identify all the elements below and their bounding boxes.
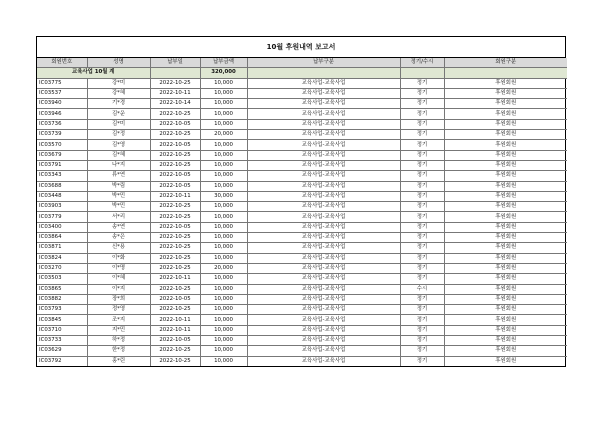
pay-type-cell: 정기: [400, 305, 444, 315]
pay-amount-cell: 10,000: [200, 315, 247, 325]
member-type-cell: 후원회원: [444, 305, 567, 315]
member-type-cell: 후원회원: [444, 253, 567, 263]
subtotal-amount: 320,000: [200, 68, 247, 78]
table-row: [37, 130, 567, 140]
member-type-cell: 후원회원: [444, 284, 567, 294]
member-type-cell: 후원회원: [444, 274, 567, 284]
table-row: [37, 356, 567, 366]
member-id-cell: IC03629: [37, 346, 87, 356]
pay-category-cell: 교육사업-교육사업: [247, 119, 400, 129]
member-id-cell: IC03775: [37, 78, 87, 88]
member-id-cell: IC03903: [37, 202, 87, 212]
table-row: [37, 294, 567, 304]
table-row: [37, 315, 567, 325]
pay-date-cell: 2022-10-11: [150, 274, 200, 284]
member-id-cell: IC03537: [37, 88, 87, 98]
pay-category-cell: 교육사업-교육사업: [247, 274, 400, 284]
member-id-cell: IC03824: [37, 253, 87, 263]
member-id-cell: IC03270: [37, 263, 87, 273]
pay-type-cell: 정기: [400, 294, 444, 304]
pay-type-cell: 정기: [400, 88, 444, 98]
pay-type-cell: 정기: [400, 233, 444, 243]
table-row: [37, 346, 567, 356]
member-id-cell: IC03791: [37, 160, 87, 170]
pay-amount-cell: 10,000: [200, 109, 247, 119]
pay-amount-cell: 10,000: [200, 140, 247, 150]
pay-amount-cell: 10,000: [200, 78, 247, 88]
member-type-cell: 후원회원: [444, 171, 567, 181]
col-member-type: 회원구분: [444, 58, 567, 68]
pay-type-cell: 정기: [400, 99, 444, 109]
member-id-cell: IC03400: [37, 222, 87, 232]
member-id-cell: IC03570: [37, 140, 87, 150]
pay-amount-cell: 10,000: [200, 325, 247, 335]
pay-category-cell: 교육사업-교육사업: [247, 294, 400, 304]
pay-date-cell: 2022-10-25: [150, 78, 200, 88]
member-name-cell: 이*명: [87, 263, 150, 273]
table-row: [37, 78, 567, 88]
member-id-cell: IC03845: [37, 315, 87, 325]
pay-date-cell: 2022-10-05: [150, 119, 200, 129]
member-id-cell: IC03871: [37, 243, 87, 253]
pay-type-cell: 정기: [400, 160, 444, 170]
table-row: [37, 150, 567, 160]
table-row: [37, 305, 567, 315]
member-name-cell: 기*경: [87, 99, 150, 109]
pay-type-cell: 정기: [400, 109, 444, 119]
member-type-cell: 후원회원: [444, 109, 567, 119]
pay-date-cell: 2022-10-25: [150, 284, 200, 294]
pay-date-cell: 2022-10-05: [150, 294, 200, 304]
pay-type-cell: 정기: [400, 78, 444, 88]
pay-category-cell: 교육사업-교육사업: [247, 130, 400, 140]
member-type-cell: 후원회원: [444, 140, 567, 150]
table-row: [37, 119, 567, 129]
pay-date-cell: 2022-10-25: [150, 150, 200, 160]
pay-date-cell: 2022-10-11: [150, 325, 200, 335]
member-name-cell: 하*정: [87, 336, 150, 346]
pay-type-cell: 정기: [400, 315, 444, 325]
table-row: [37, 171, 567, 181]
pay-amount-cell: 10,000: [200, 305, 247, 315]
table-row: [37, 325, 567, 335]
pay-type-cell: 정기: [400, 325, 444, 335]
pay-amount-cell: 10,000: [200, 233, 247, 243]
pay-amount-cell: 10,000: [200, 336, 247, 346]
pay-category-cell: 교육사업-교육사업: [247, 233, 400, 243]
member-name-cell: 김*운: [87, 109, 150, 119]
table-row: [37, 243, 567, 253]
table-row: [37, 233, 567, 243]
pay-type-cell: 정기: [400, 222, 444, 232]
pay-date-cell: 2022-10-25: [150, 109, 200, 119]
col-member-id: 회원번호: [37, 58, 87, 68]
subtotal-row: [37, 68, 567, 78]
table-row: [37, 191, 567, 201]
member-type-cell: 후원회원: [444, 346, 567, 356]
pay-date-cell: 2022-10-25: [150, 160, 200, 170]
member-id-cell: IC03503: [37, 274, 87, 284]
table-row: [37, 274, 567, 284]
pay-date-cell: 2022-10-05: [150, 140, 200, 150]
pay-date-cell: 2022-10-25: [150, 243, 200, 253]
member-name-cell: 정*영: [87, 305, 150, 315]
pay-type-cell: 정기: [400, 191, 444, 201]
pay-category-cell: 교육사업-교육사업: [247, 78, 400, 88]
pay-type-cell: 정기: [400, 274, 444, 284]
pay-date-cell: 2022-10-25: [150, 356, 200, 366]
pay-type-cell: 정기: [400, 336, 444, 346]
pay-type-cell: 정기: [400, 119, 444, 129]
member-id-cell: IC03940: [37, 99, 87, 109]
pay-date-cell: 2022-10-25: [150, 130, 200, 140]
table-row: [37, 212, 567, 222]
table-row: [37, 222, 567, 232]
pay-amount-cell: 20,000: [200, 263, 247, 273]
pay-type-cell: 정기: [400, 346, 444, 356]
col-date: 납부일: [150, 58, 200, 68]
pay-amount-cell: 30,000: [200, 191, 247, 201]
pay-category-cell: 교육사업-교육사업: [247, 253, 400, 263]
header-row: [37, 58, 567, 68]
member-type-cell: 후원회원: [444, 181, 567, 191]
member-type-cell: 후원회원: [444, 212, 567, 222]
member-type-cell: 후원회원: [444, 99, 567, 109]
col-category: 납부구분: [247, 58, 400, 68]
pay-category-cell: 교육사업-교육사업: [247, 160, 400, 170]
pay-date-cell: 2022-10-25: [150, 202, 200, 212]
pay-type-cell: 정기: [400, 130, 444, 140]
member-name-cell: 이*지: [87, 284, 150, 294]
pay-amount-cell: 10,000: [200, 202, 247, 212]
member-type-cell: 후원회원: [444, 233, 567, 243]
pay-date-cell: 2022-10-05: [150, 181, 200, 191]
pay-date-cell: 2022-10-25: [150, 253, 200, 263]
member-type-cell: 후원회원: [444, 191, 567, 201]
pay-amount-cell: 10,000: [200, 253, 247, 263]
member-type-cell: 후원회원: [444, 130, 567, 140]
table-row: [37, 181, 567, 191]
pay-category-cell: 교육사업-교육사업: [247, 99, 400, 109]
pay-category-cell: 교육사업-교육사업: [247, 191, 400, 201]
member-name-cell: 강*혜: [87, 88, 150, 98]
member-name-cell: 서*리: [87, 212, 150, 222]
member-id-cell: IC03736: [37, 119, 87, 129]
member-id-cell: IC03733: [37, 336, 87, 346]
member-type-cell: 후원회원: [444, 202, 567, 212]
pay-amount-cell: 10,000: [200, 243, 247, 253]
member-name-cell: 신*용: [87, 243, 150, 253]
pay-date-cell: 2022-10-05: [150, 171, 200, 181]
member-id-cell: IC03792: [37, 356, 87, 366]
member-type-cell: 후원회원: [444, 336, 567, 346]
member-id-cell: IC03739: [37, 130, 87, 140]
col-amount: 납부금액: [200, 58, 247, 68]
pay-date-cell: 2022-10-14: [150, 99, 200, 109]
member-name-cell: 박*림: [87, 181, 150, 191]
member-type-cell: 후원회원: [444, 243, 567, 253]
member-id-cell: IC03882: [37, 294, 87, 304]
pay-amount-cell: 10,000: [200, 284, 247, 294]
member-type-cell: 후원회원: [444, 222, 567, 232]
subtotal-label: 교육사업 10월 계: [37, 68, 150, 78]
member-id-cell: IC03343: [37, 171, 87, 181]
pay-type-cell: 정기: [400, 150, 444, 160]
member-type-cell: 후원회원: [444, 325, 567, 335]
table-row: [37, 160, 567, 170]
pay-category-cell: 교육사업-교육사업: [247, 336, 400, 346]
member-type-cell: 후원회원: [444, 78, 567, 88]
member-name-cell: 나*지: [87, 160, 150, 170]
member-id-cell: IC03679: [37, 150, 87, 160]
member-id-cell: IC03793: [37, 305, 87, 315]
pay-type-cell: 정기: [400, 253, 444, 263]
member-type-cell: 후원회원: [444, 88, 567, 98]
pay-amount-cell: 10,000: [200, 160, 247, 170]
pay-date-cell: 2022-10-25: [150, 305, 200, 315]
member-id-cell: IC03946: [37, 109, 87, 119]
pay-amount-cell: 10,000: [200, 212, 247, 222]
member-name-cell: 조*지: [87, 315, 150, 325]
pay-date-cell: 2022-10-25: [150, 263, 200, 273]
member-name-cell: 송*연: [87, 222, 150, 232]
pay-category-cell: 교육사업-교육사업: [247, 88, 400, 98]
pay-type-cell: 정기: [400, 356, 444, 366]
col-type: 정기/수시: [400, 58, 444, 68]
member-name-cell: 장*희: [87, 294, 150, 304]
pay-amount-cell: 10,000: [200, 294, 247, 304]
pay-type-cell: 정기: [400, 171, 444, 181]
pay-date-cell: 2022-10-25: [150, 346, 200, 356]
member-name-cell: 홍*린: [87, 356, 150, 366]
table-row: [37, 253, 567, 263]
member-type-cell: 후원회원: [444, 315, 567, 325]
pay-type-cell: 정기: [400, 263, 444, 273]
member-name-cell: 이*혜: [87, 274, 150, 284]
member-id-cell: IC03779: [37, 212, 87, 222]
member-id-cell: IC03710: [37, 325, 87, 335]
member-name-cell: 지*민: [87, 325, 150, 335]
table-row: [37, 263, 567, 273]
table-row: [37, 99, 567, 109]
pay-category-cell: 교육사업-교육사업: [247, 181, 400, 191]
member-name-cell: 김*영: [87, 140, 150, 150]
pay-category-cell: 교육사업-교육사업: [247, 305, 400, 315]
pay-category-cell: 교육사업-교육사업: [247, 212, 400, 222]
table-row: [37, 202, 567, 212]
member-name-cell: 이*화: [87, 253, 150, 263]
pay-amount-cell: 10,000: [200, 356, 247, 366]
pay-date-cell: 2022-10-25: [150, 233, 200, 243]
member-type-cell: 후원회원: [444, 119, 567, 129]
member-name-cell: 강*미: [87, 78, 150, 88]
pay-category-cell: 교육사업-교육사업: [247, 109, 400, 119]
pay-date-cell: 2022-10-25: [150, 212, 200, 222]
member-name-cell: 김*미: [87, 119, 150, 129]
pay-category-cell: 교육사업-교육사업: [247, 171, 400, 181]
pay-amount-cell: 10,000: [200, 171, 247, 181]
pay-category-cell: 교육사업-교육사업: [247, 243, 400, 253]
donation-table: [37, 58, 567, 366]
pay-amount-cell: 10,000: [200, 150, 247, 160]
pay-category-cell: 교육사업-교육사업: [247, 140, 400, 150]
member-type-cell: 후원회원: [444, 294, 567, 304]
table-row: [37, 336, 567, 346]
pay-amount-cell: 10,000: [200, 222, 247, 232]
pay-amount-cell: 10,000: [200, 346, 247, 356]
table-row: [37, 88, 567, 98]
member-name-cell: 박*민: [87, 202, 150, 212]
pay-type-cell: 정기: [400, 140, 444, 150]
pay-amount-cell: 10,000: [200, 181, 247, 191]
member-name-cell: 박*민: [87, 191, 150, 201]
member-name-cell: 한*정: [87, 346, 150, 356]
pay-amount-cell: 10,000: [200, 119, 247, 129]
pay-category-cell: 교육사업-교육사업: [247, 263, 400, 273]
pay-type-cell: 정기: [400, 202, 444, 212]
col-name: 성명: [87, 58, 150, 68]
pay-category-cell: 교육사업-교육사업: [247, 356, 400, 366]
pay-date-cell: 2022-10-05: [150, 336, 200, 346]
pay-category-cell: 교육사업-교육사업: [247, 315, 400, 325]
pay-date-cell: 2022-10-11: [150, 315, 200, 325]
member-id-cell: IC03865: [37, 284, 87, 294]
pay-category-cell: 교육사업-교육사업: [247, 284, 400, 294]
member-type-cell: 후원회원: [444, 150, 567, 160]
table-row: [37, 109, 567, 119]
pay-date-cell: 2022-10-11: [150, 88, 200, 98]
pay-category-cell: 교육사업-교육사업: [247, 150, 400, 160]
member-id-cell: IC03864: [37, 233, 87, 243]
pay-amount-cell: 10,000: [200, 99, 247, 109]
pay-amount-cell: 10,000: [200, 88, 247, 98]
pay-type-cell: 수시: [400, 284, 444, 294]
pay-date-cell: 2022-10-11: [150, 191, 200, 201]
table-row: [37, 284, 567, 294]
member-type-cell: 후원회원: [444, 160, 567, 170]
pay-category-cell: 교육사업-교육사업: [247, 202, 400, 212]
pay-category-cell: 교육사업-교육사업: [247, 325, 400, 335]
pay-amount-cell: 10,000: [200, 274, 247, 284]
pay-type-cell: 정기: [400, 181, 444, 191]
pay-type-cell: 정기: [400, 243, 444, 253]
member-id-cell: IC03688: [37, 181, 87, 191]
member-type-cell: 후원회원: [444, 356, 567, 366]
pay-category-cell: 교육사업-교육사업: [247, 346, 400, 356]
member-name-cell: 김*정: [87, 130, 150, 140]
table-row: [37, 140, 567, 150]
report-sheet: [36, 36, 566, 367]
member-name-cell: 김*혜: [87, 150, 150, 160]
member-name-cell: 류*연: [87, 171, 150, 181]
member-type-cell: 후원회원: [444, 263, 567, 273]
pay-date-cell: 2022-10-05: [150, 222, 200, 232]
pay-type-cell: 정기: [400, 212, 444, 222]
pay-category-cell: 교육사업-교육사업: [247, 222, 400, 232]
member-name-cell: 송*은: [87, 233, 150, 243]
member-id-cell: IC03448: [37, 191, 87, 201]
report-title: 10월 후원내역 보고서: [37, 37, 565, 58]
pay-amount-cell: 20,000: [200, 130, 247, 140]
